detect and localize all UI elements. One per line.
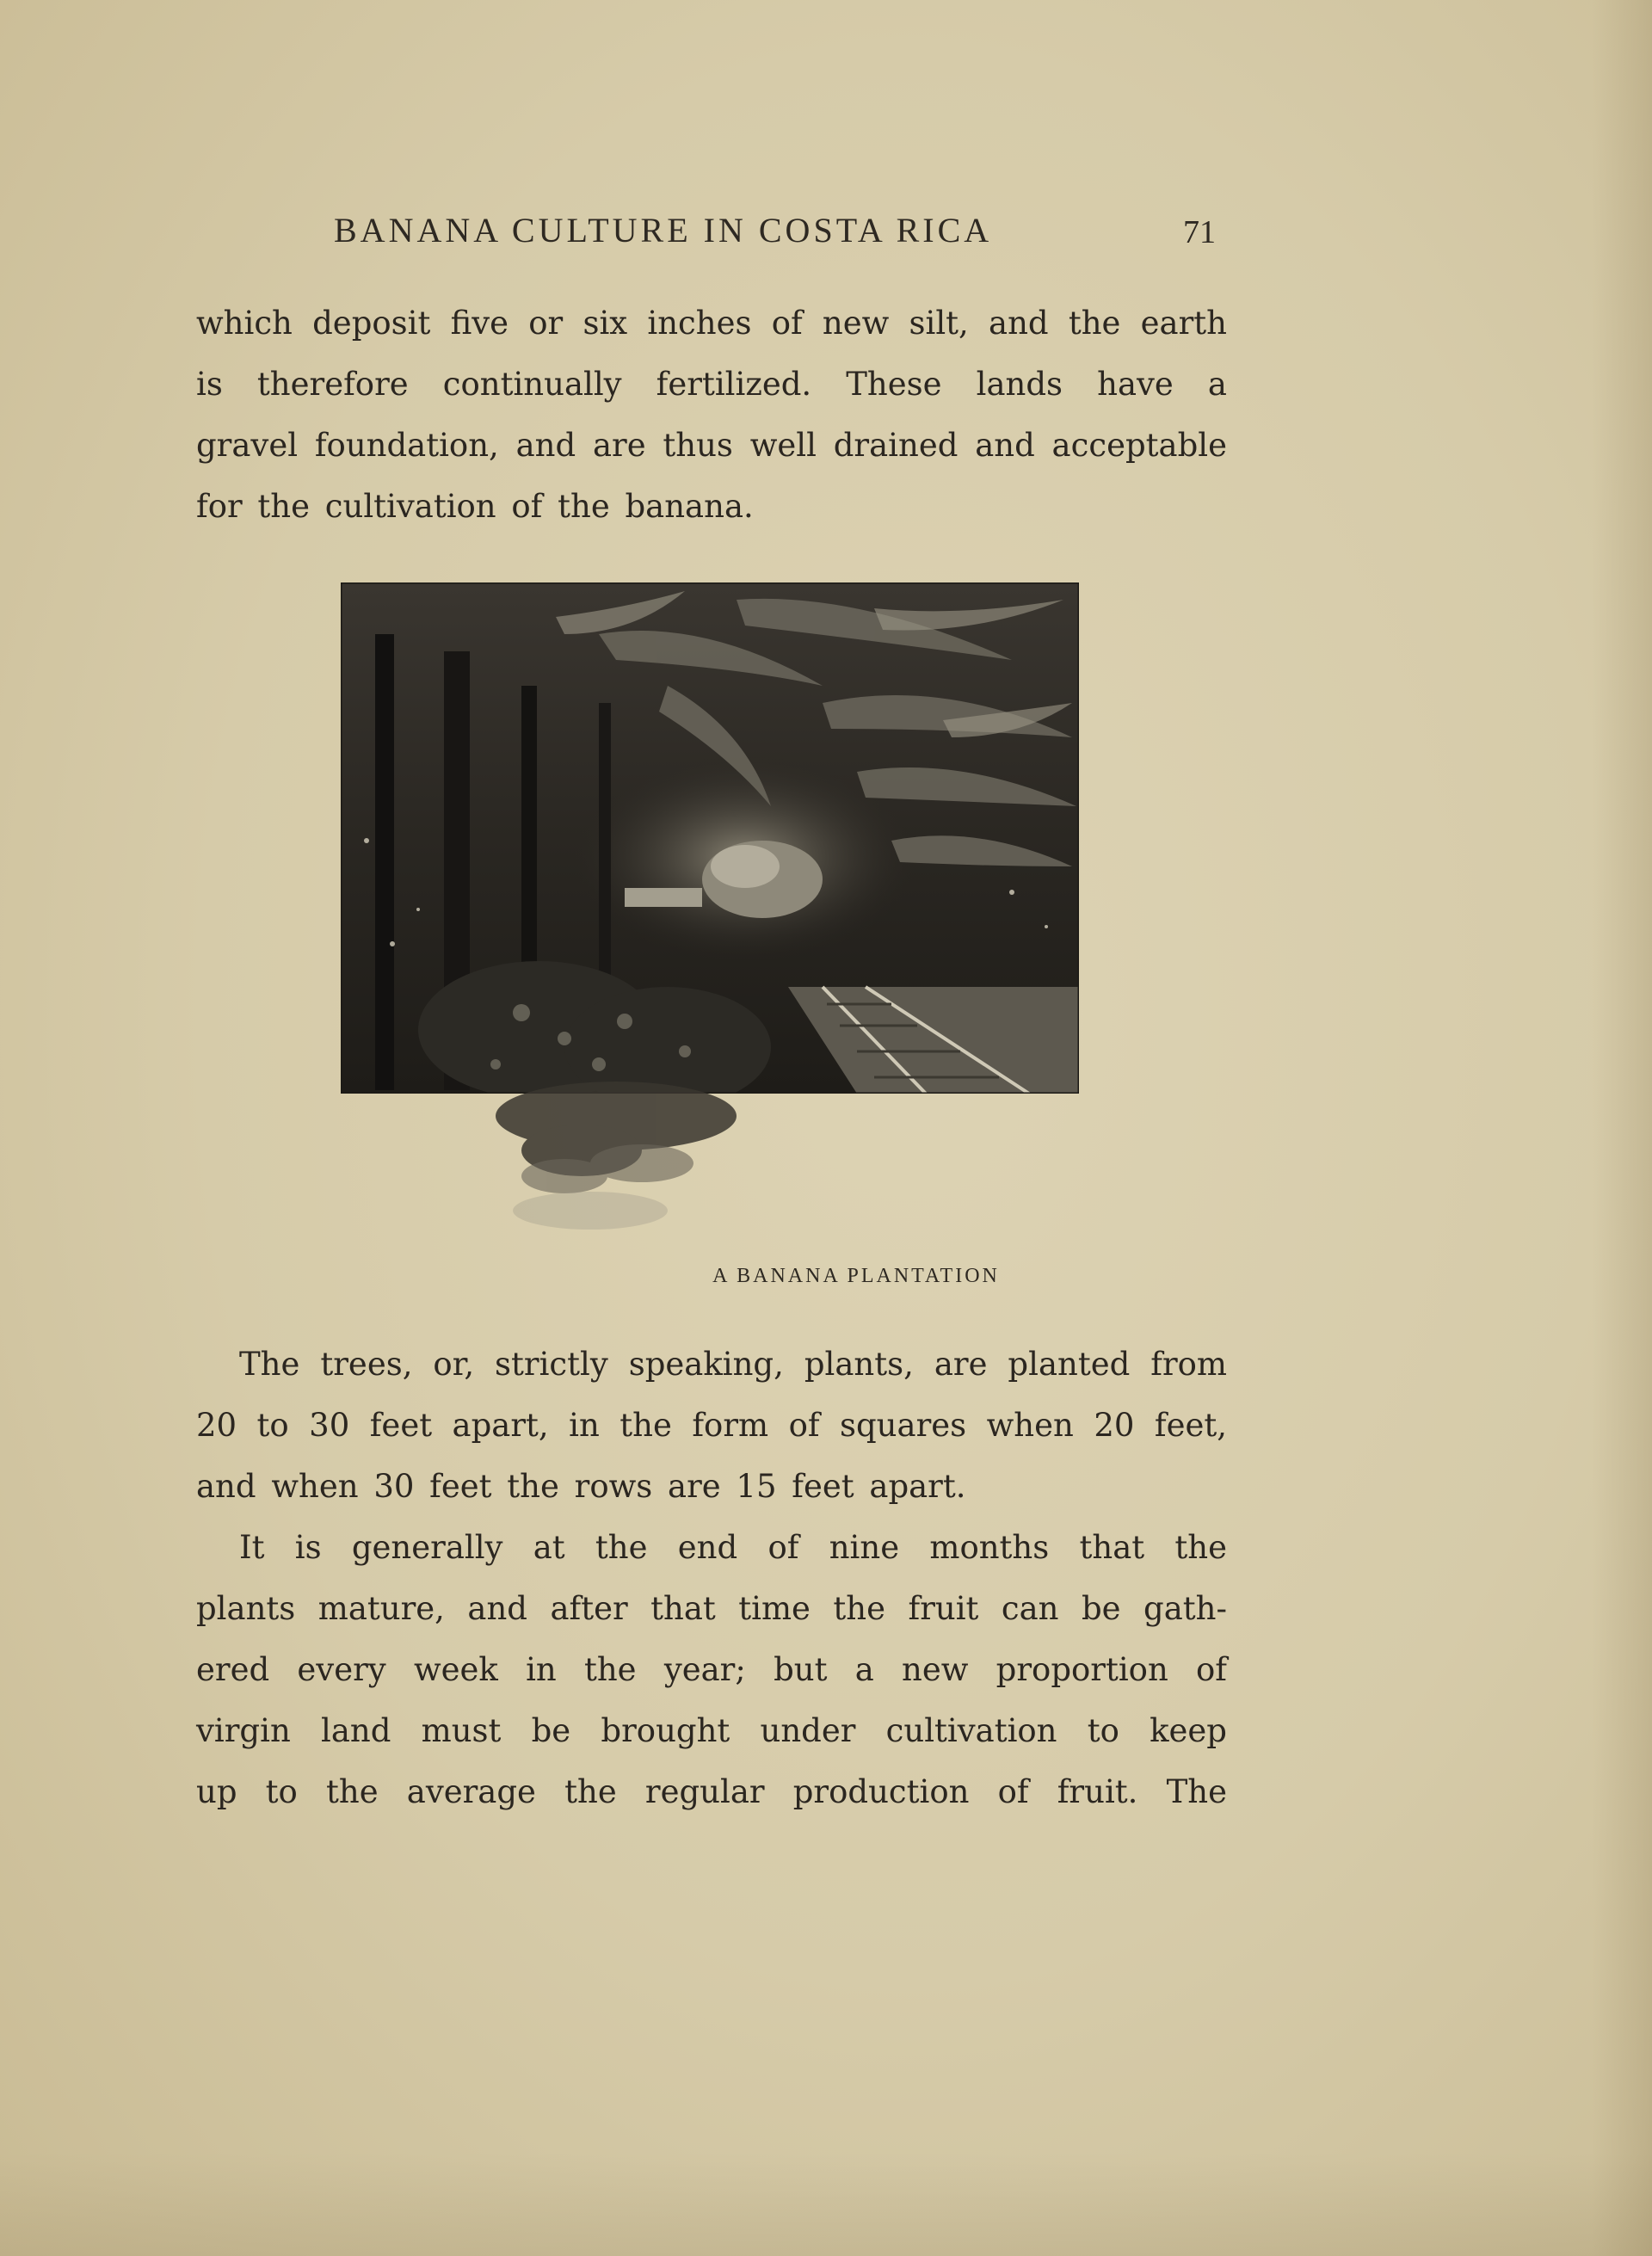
running-title: BANANA CULTURE IN COSTA RICA bbox=[334, 211, 993, 250]
running-head bbox=[196, 210, 1229, 262]
plantation-foliage-vignette bbox=[470, 1082, 831, 1254]
text-line: virgin land must be brought under cultivation to keep bbox=[196, 1712, 1227, 1749]
text-line: and when 30 feet the rows are 15 feet apart. bbox=[196, 1468, 966, 1505]
top-paragraph bbox=[196, 293, 1227, 537]
text-line: for the cultivation of the banana. bbox=[196, 488, 754, 525]
bottom-paragraphs bbox=[196, 1334, 1227, 1822]
page-bottom-shadow bbox=[0, 2153, 1652, 2256]
page-edge-shadow bbox=[1592, 0, 1652, 2256]
text-line: ered every week in the year; but a new proportion of bbox=[196, 1651, 1227, 1688]
text-line: The trees, or, strictly speaking, plants, are planted from bbox=[239, 1346, 1227, 1383]
text-line: which deposit five or six inches of new silt, and the earth bbox=[196, 305, 1227, 342]
text-line: It is generally at the end of nine months that the bbox=[239, 1529, 1227, 1566]
text-line: gravel foundation, and are thus well drained and acceptable bbox=[196, 427, 1227, 464]
plantation-photo bbox=[341, 582, 1079, 1094]
plantation-illustration bbox=[341, 582, 1079, 1245]
figure-caption: A BANANA PLANTATION bbox=[712, 1265, 1000, 1287]
text-line: is therefore continually fertilized. These lands have a bbox=[196, 366, 1227, 403]
text-line: 20 to 30 feet apart, in the form of squares when 20 feet, bbox=[196, 1407, 1227, 1444]
page-number: 71 bbox=[1183, 214, 1216, 250]
text-line: plants mature, and after that time the fruit can be gath- bbox=[196, 1590, 1227, 1627]
text-line: up to the average the regular production of fruit. The bbox=[196, 1773, 1227, 1810]
